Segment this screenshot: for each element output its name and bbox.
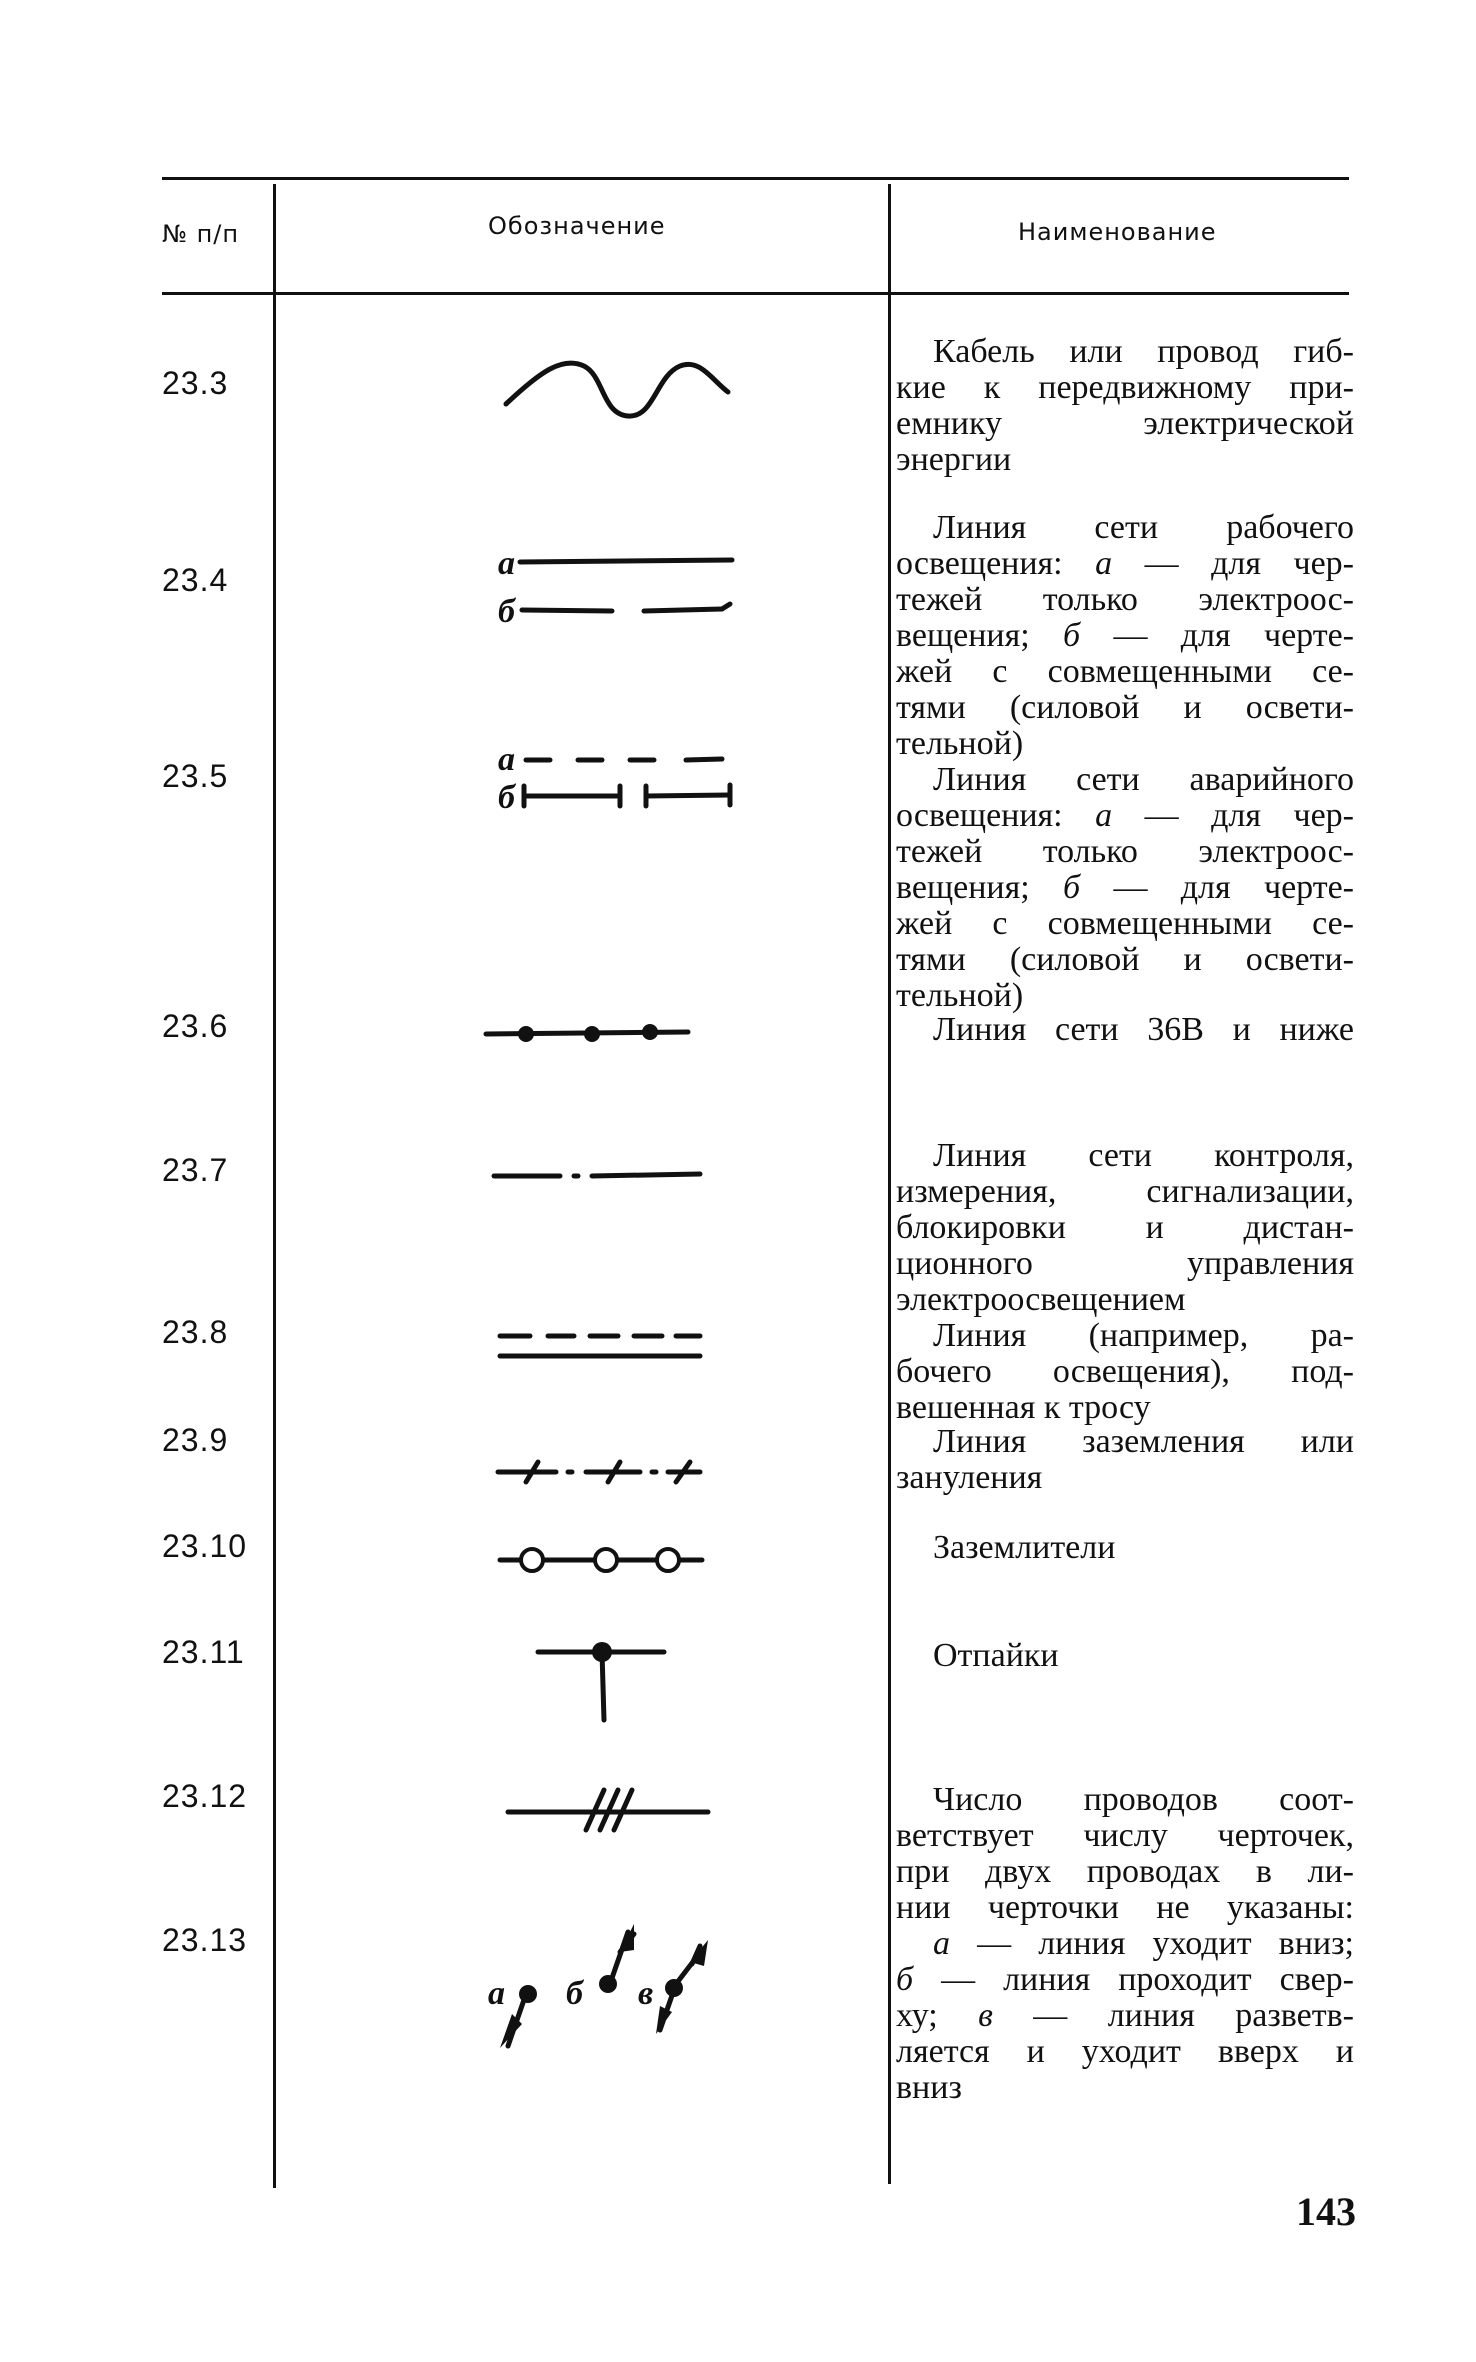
description-23-5: Линия сети аварийного освещения: а — для чер- тежей только электроос- вещения; б — для черте- жей с совмещенными се- тями (силовой и освети- тельной) [896, 761, 1354, 1014]
description-23-12: Число проводов соот- ветствует числу черточек, при двух проводах в ли- нии черточки не указаны: а — линия уходит вниз; б — линия проходит свер- ху; в — линия разветв- ляется и уходит вверх и вниз [896, 1781, 1354, 2106]
header-symbol: Обозначение [488, 212, 666, 240]
row-number-23-6: 23.6 [162, 1008, 229, 1044]
symbol-23-13-label-c: в [638, 1975, 654, 2012]
symbol-23-3-wave [506, 363, 728, 416]
row-number-23-3: 23.3 [162, 365, 229, 401]
row-number-23-12: 23.12 [162, 1778, 248, 1814]
header-name: Наименование [1018, 218, 1217, 246]
row-number-23-9: 23.9 [162, 1422, 229, 1458]
symbol-23-12 [508, 1790, 708, 1830]
symbol-23-6-dot-3 [642, 1024, 658, 1040]
symbol-23-13b-arrow [620, 1924, 634, 1952]
symbol-23-9 [498, 1462, 700, 1482]
symbol-23-13a-dot [519, 1985, 537, 2003]
description-23-4: Линия сети рабочего освещения: а — для чер- тежей только электроос- вещения; б — для черте- жей с совмещенными се- тями (силовой и освети- тельной) [896, 509, 1354, 762]
symbol-23-5 [524, 759, 730, 806]
description-23-10: Заземлители [933, 1529, 1116, 1566]
symbol-23-5-label-b: б [498, 779, 515, 816]
symbol-23-13-label-a: а [488, 1975, 505, 2012]
symbol-23-11-dot [592, 1642, 612, 1662]
symbol-23-13b-dot [599, 1975, 617, 1993]
symbol-23-4-label-a: а [498, 545, 515, 582]
symbol-23-4-label-b: б [498, 593, 515, 630]
symbol-23-5-label-a: а [498, 741, 515, 778]
page-number: 143 [1296, 2189, 1356, 2234]
description-23-3: Кабель или провод гиб- кие к передвижному при- емнику электрической энергии [896, 333, 1354, 478]
description-23-11: Отпайки [933, 1637, 1059, 1674]
symbol-23-6-dot-2 [584, 1026, 600, 1042]
symbol-23-11 [538, 1652, 664, 1720]
symbol-23-13c-dot [665, 1979, 683, 1997]
symbol-23-8 [500, 1336, 700, 1356]
header-number: № п/п [162, 220, 240, 248]
description-23-7: Линия сети контроля, измерения, сигнализации, блокировки и дистан- ционного управления электроосвещением [896, 1137, 1354, 1318]
row-number-23-7: 23.7 [162, 1152, 229, 1188]
symbol-23-4 [520, 560, 732, 611]
row-number-23-4: 23.4 [162, 562, 229, 598]
description-23-9: Линия заземления или зануления [896, 1423, 1354, 1496]
symbol-23-13-label-b: б [566, 1975, 583, 2012]
description-23-6: Линия сети 36В и ниже [933, 1011, 1354, 1048]
symbol-23-6-dot-1 [518, 1026, 534, 1042]
row-number-23-11: 23.11 [162, 1634, 245, 1670]
description-23-8: Линия (например, ра- бочего освещения), под- вешенная к тросу [896, 1317, 1354, 1426]
row-number-23-8: 23.8 [162, 1314, 229, 1350]
symbol-23-10 [500, 1549, 702, 1571]
row-number-23-5: 23.5 [162, 758, 229, 794]
row-number-23-13: 23.13 [162, 1922, 248, 1958]
row-number-23-10: 23.10 [162, 1528, 248, 1564]
symbol-23-7 [494, 1174, 700, 1176]
symbol-23-13c-arrow-down [656, 2006, 672, 2034]
